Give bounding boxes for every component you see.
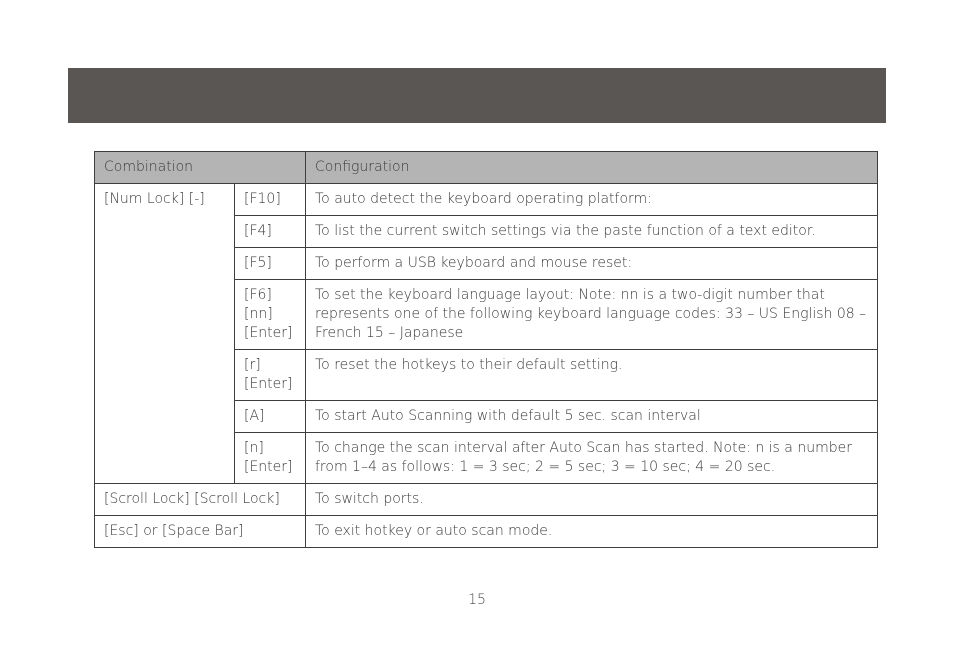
hotkey-table [94,151,878,548]
hotkey-description: To auto detect the keyboard operating platform: [306,184,878,216]
hotkey-description: To exit hotkey or auto scan mode. [306,516,878,548]
hotkey-description: To start Auto Scanning with default 5 sec. scan interval [306,401,878,433]
table-row [95,484,878,516]
header-configuration: Configuration [306,152,878,184]
table-row [95,184,878,216]
table-row [95,516,878,548]
hotkey-description: To list the current switch settings via the paste function of a text editor. [306,216,878,248]
hotkey-description: To reset the hotkeys to their default setting. [306,350,878,401]
hotkey-description: To set the keyboard language layout: Note: nn is a two-digit number that represents one of the following keyboard language codes: 33 – US English 08 – French 15 – Japanese [306,280,878,350]
page-number: 15 [468,592,486,608]
hotkey-key: [A] [235,401,306,433]
header-bar [68,68,886,123]
hotkey-key: [F4] [235,216,306,248]
combination-scroll-lock: [Scroll Lock] [Scroll Lock] [95,484,306,516]
hotkey-description: To change the scan interval after Auto Scan has started. Note: n is a number from 1–4 as follows: 1 = 3 sec; 2 = 5 sec; 3 = 10 sec; 4 = 20 sec. [306,433,878,484]
header-combination: Combination [95,152,306,184]
combination-esc: [Esc] or [Space Bar] [95,516,306,548]
hotkey-description: To switch ports. [306,484,878,516]
table-header-row [95,152,878,184]
hotkey-key: [F10] [235,184,306,216]
combination-num-lock: [Num Lock] [-] [95,184,235,484]
hotkey-key: [r] [Enter] [235,350,306,401]
hotkey-key: [F5] [235,248,306,280]
hotkey-description: To perform a USB keyboard and mouse reset: [306,248,878,280]
hotkey-key: [n] [Enter] [235,433,306,484]
hotkey-key: [F6] [nn] [Enter] [235,280,306,350]
